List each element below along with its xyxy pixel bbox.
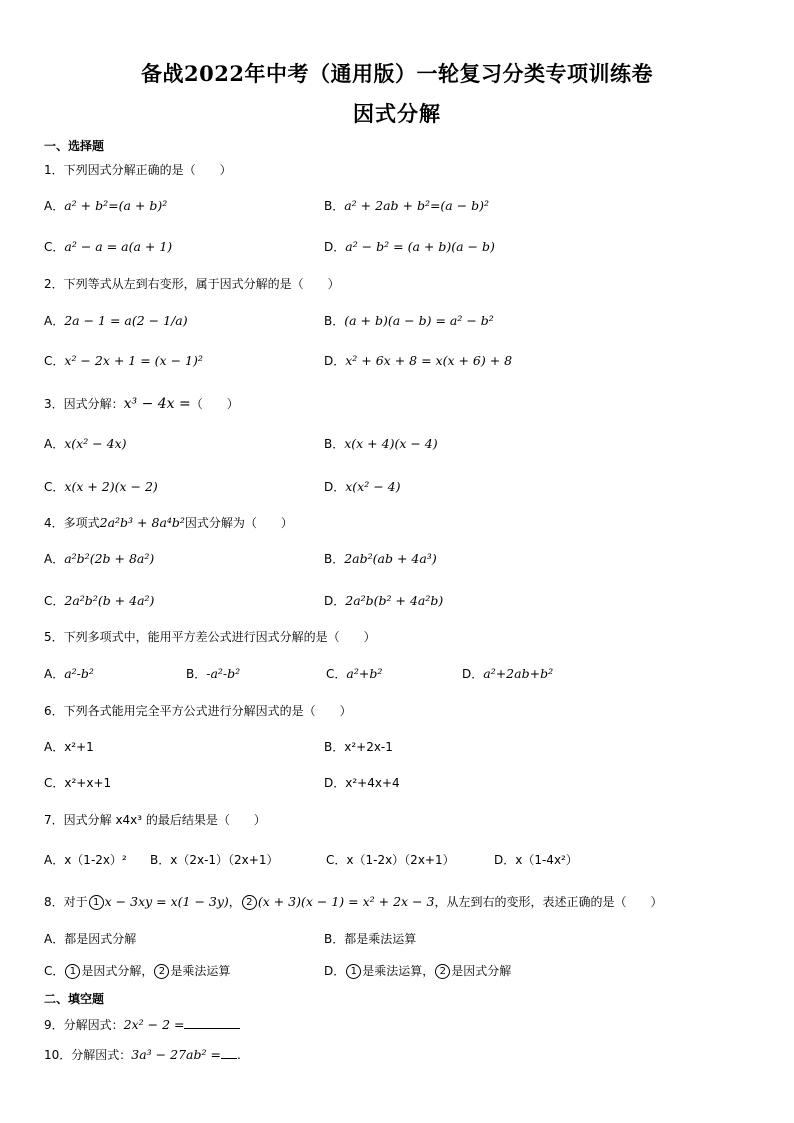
circled-number-1: 1 [346, 964, 361, 979]
circled-number-2: 2 [154, 964, 169, 979]
question-1-stem: 1．下列因式分解正确的是（ ） [44, 163, 232, 177]
q7-option-b: B．x（2x-1）（2x+1） [150, 853, 279, 867]
circled-number-2: 2 [435, 964, 450, 979]
circled-number-1: 1 [89, 895, 104, 910]
document-title: 备战2022年中考（通用版）一轮复习分类专项训练卷 [141, 61, 653, 86]
q3-option-a: A．x(x² − 4x) [44, 436, 127, 451]
q6-option-d: D．x²+4x+4 [324, 776, 400, 790]
q1-option-d: D．a² − b² = (a + b)(a − b) [324, 239, 495, 254]
q4-option-d: D．2a²b(b² + 4a²b) [324, 593, 444, 608]
q3-option-c: C．x(x + 2)(x − 2) [44, 479, 158, 494]
question-7-stem: 7．因式分解 x4x³ 的最后结果是（ ） [44, 813, 266, 827]
question-5-stem: 5．下列多项式中，能用平方差公式进行因式分解的是（ ） [44, 630, 376, 644]
q5-option-b: B．-a²-b² [186, 666, 241, 681]
q1-option-a: A．a² + b²=(a + b)² [44, 198, 168, 213]
q8-option-c: C． 1 是因式分解， 2 是乘法运算 [44, 964, 231, 978]
question-9-stem: 9．分解因式：2x² − 2 = [44, 1016, 240, 1033]
q8-option-a: A．都是因式分解 [44, 932, 137, 946]
q8-option-b: B．都是乘法运算 [324, 932, 417, 946]
question-10-stem: 10．分解因式：3a³ − 27ab² = . [44, 1047, 241, 1062]
q7-option-d: D．x（1-4x²） [494, 853, 578, 867]
q3-option-d: D．x(x² − 4) [324, 479, 401, 494]
section-heading-fill: 二、填空题 [44, 992, 105, 1006]
circled-number-1: 1 [65, 964, 80, 979]
q6-option-b: B．x²+2x-1 [324, 740, 393, 754]
section-heading-choice: 一、选择题 [44, 139, 105, 153]
q5-option-d: D．a²+2ab+b² [462, 666, 554, 681]
question-3-stem: 3．因式分解：x³ − 4x =（ ） [44, 396, 239, 412]
q7-option-a: A．x（1-2x）² [44, 853, 127, 867]
question-8-stem: 8．对于 1 x − 3xy = x(1 − 3y)， 2 (x + 3)(x − 1) = x² + 2x − 3，从左到右的变形，表述正确的是（ ） [44, 894, 663, 909]
q2-option-b: B．(a + b)(a − b) = a² − b² [324, 313, 494, 328]
q7-option-c: C．x（1-2x）（2x+1） [326, 853, 455, 867]
q1-option-c: C．a² − a = a(a + 1) [44, 239, 173, 254]
answer-blank[interactable] [221, 1046, 237, 1059]
q2-option-a: A．2a − 1 = a(2 − 1/a) [44, 313, 188, 328]
q6-option-a: A．x²+1 [44, 740, 94, 754]
q6-option-c: C．x²+x+1 [44, 776, 112, 790]
question-2-stem: 2．下列等式从左到右变形，属于因式分解的是（ ） [44, 277, 340, 291]
q4-option-a: A．a²b²(2b + 8a²) [44, 551, 155, 566]
circled-number-2: 2 [242, 895, 257, 910]
q4-option-b: B．2ab²(ab + 4a³) [324, 551, 437, 566]
question-4-stem: 4．多项式2a²b³ + 8a⁴b²因式分解为（ ） [44, 515, 293, 530]
q5-option-a: A．a²-b² [44, 666, 94, 681]
q3-option-b: B．x(x + 4)(x − 4) [324, 436, 438, 451]
q8-option-d: D． 1 是乘法运算， 2 是因式分解 [324, 964, 512, 978]
document-subtitle: 因式分解 [353, 101, 441, 126]
q2-option-c: C．x² − 2x + 1 = (x − 1)² [44, 353, 203, 368]
q2-option-d: D．x² + 6x + 8 = x(x + 6) + 8 [324, 353, 513, 368]
question-6-stem: 6．下列各式能用完全平方公式进行分解因式的是（ ） [44, 704, 352, 718]
answer-blank[interactable] [184, 1016, 240, 1029]
q4-option-c: C．2a²b²(b + 4a²) [44, 593, 155, 608]
q1-option-b: B．a² + 2ab + b²=(a − b)² [324, 198, 490, 213]
q5-option-c: C．a²+b² [326, 666, 383, 681]
